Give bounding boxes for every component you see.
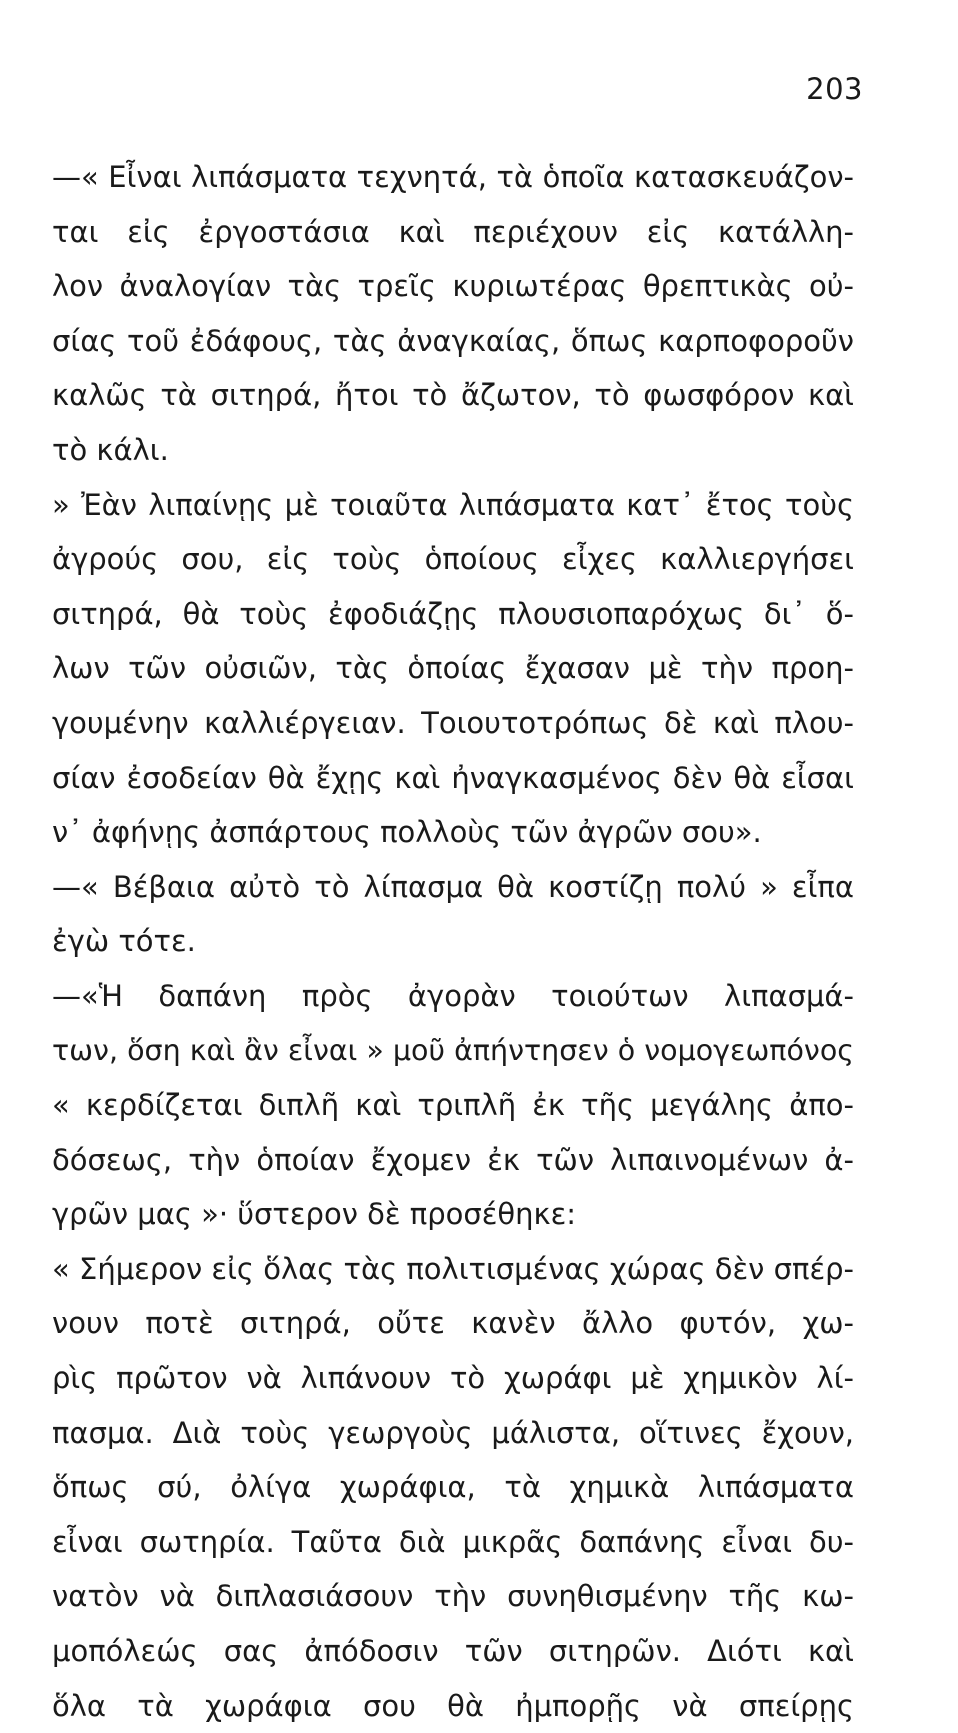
text-line: γουμένην καλλιέργειαν. Τοιουτοτρόπως δὲ καὶ πλου- — [52, 705, 854, 740]
text-line: σίας τοῦ ἐδάφους, τὰς ἀναγκαίας, ὅπως καρποφοροῦν — [52, 323, 854, 358]
text-line: γρῶν μας »· ὕστερον δὲ προσέθηκε: — [52, 1197, 577, 1232]
text-line: —« Βέβαια αὐτὸ τὸ λίπασμα θὰ κοστίζῃ πολύ » εἶπα — [52, 869, 854, 904]
text-line: μοπόλεώς σας ἀπόδοσιν τῶν σιτηρῶν. Διότι καὶ — [52, 1634, 854, 1669]
text-line: ρὶς πρῶτον νὰ λιπάνουν τὸ χωράφι μὲ χημικὸν λί- — [52, 1361, 854, 1396]
text-line: νατὸν νὰ διπλασιάσουν τὴν συνηθισμένην τῆς κω- — [52, 1579, 854, 1614]
page-number: 203 — [806, 72, 863, 106]
text-line: σίαν ἐσοδείαν θὰ ἔχῃς καὶ ἠναγκασμένος δὲν θὰ εἶσαι — [52, 760, 854, 795]
text-line: ὅπως σύ, ὀλίγα χωράφια, τὰ χημικὰ λιπάσματα — [52, 1470, 854, 1505]
text-line: τὸ κάλι. — [52, 432, 169, 467]
text-line: « Σήμερον εἰς ὅλας τὰς πολιτισμένας χώρας δὲν σπέρ- — [52, 1251, 854, 1286]
text-line: δόσεως, τὴν ὁποίαν ἔχομεν ἐκ τῶν λιπαινομένων ἀ- — [52, 1142, 854, 1177]
text-line: των, ὅση καὶ ἂν εἶναι » μοῦ ἀπήντησεν ὁ νομογεωπόνος — [52, 1033, 854, 1067]
text-line: ται εἰς ἐργοστάσια καὶ περιέχουν εἰς κατάλλη- — [52, 214, 854, 249]
text-line: πασμα. Διὰ τοὺς γεωργοὺς μάλιστα, οἵτινες ἔχουν, — [52, 1415, 854, 1450]
text-line: ἐγὼ τότε. — [52, 924, 196, 959]
text-line: » Ἐὰν λιπαίνῃς μὲ τοιαῦτα λιπάσματα κατ᾿ ἔτος τοὺς — [52, 487, 854, 522]
text-line: « κερδίζεται διπλῆ καὶ τριπλῆ ἐκ τῆς μεγάλης ἀπο- — [52, 1088, 854, 1123]
text-line: σιτηρά, θὰ τοὺς ἐφοδιάζῃς πλουσιοπαρόχως δι᾿ ὅ- — [52, 596, 854, 631]
text-line: —« Εἶναι λιπάσματα τεχνητά, τὰ ὁποῖα κατασκευάζον- — [52, 160, 854, 194]
text-line: ὅλα τὰ χωράφια σου θὰ ἠμπορῇς νὰ σπείρῃς — [52, 1688, 854, 1723]
text-line: ἀγρούς σου, εἰς τοὺς ὁποίους εἶχες καλλιεργήσει — [52, 542, 854, 577]
text-line: λον ἀναλογίαν τὰς τρεῖς κυριωτέρας θρεπτικὰς οὐ- — [52, 269, 854, 304]
text-line: εἶναι σωτηρία. Ταῦτα διὰ μικρᾶς δαπάνης εἶναι δυ- — [52, 1524, 854, 1559]
text-line: νουν ποτὲ σιτηρά, οὔτε κανὲν ἄλλο φυτόν, χω- — [52, 1306, 854, 1341]
body-text — [52, 150, 854, 1733]
text-line: λων τῶν οὐσιῶν, τὰς ὁποίας ἔχασαν μὲ τὴν προη- — [52, 651, 854, 686]
text-line: καλῶς τὰ σιτηρά, ἤτοι τὸ ἄζωτον, τὸ φωσφόρον καὶ — [52, 378, 854, 413]
text-line: —«Ἡ δαπάνη πρὸς ἀγορὰν τοιούτων λιπασμά- — [52, 978, 854, 1013]
text-line: ν᾿ ἀφήνῃς ἀσπάρτους πολλοὺς τῶν ἀγρῶν σου». — [52, 815, 762, 850]
